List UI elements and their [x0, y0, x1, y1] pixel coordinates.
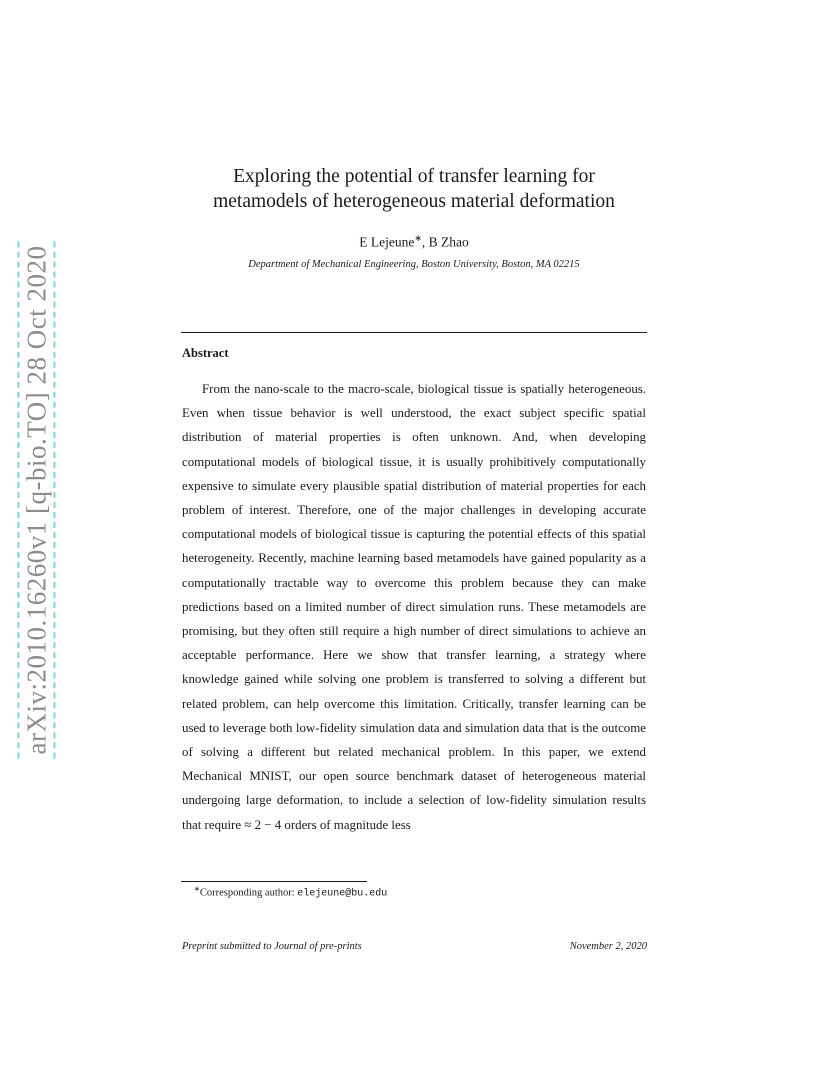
paper-title	[180, 164, 648, 214]
footer-date: November 2, 2020	[569, 941, 647, 952]
title-line-2: metamodels of heterogeneous material deformation	[213, 191, 615, 212]
abstract-body: From the nano-scale to the macro-scale, biological tissue is spatially heterogeneous. Even when tissue behavior is well understood, the exact subject specific spatial distribution of material properties is often unknown. And, when developing computational models of biological tissue, it is usually prohibitively computationally expensive to simulate every plausible spatial distribution of material properties for each problem of interest. Therefore, one of the major challenges in developing accurate computational models of biological tissue is capturing the potential effects of this spatial heterogeneity. Recently, machine learning based metamodels have gained popularity as a computationally tractable way to overcome this problem because they can make predictions based on a limited number of direct simulation runs. These metamodels are promising, but they often still require a high number of direct simulations to achieve an acceptable performance. Here we show that transfer learning, a strategy where knowledge gained while solving one problem is transferred to solving a different but related problem, can help overcome this limitation. Critically, transfer learning can be used to leverage both low-fidelity simulation data and simulation data that is the outcome of solving a different but related mechanical problem. In this paper, we extend Mechanical MNIST, our open source benchmark dataset of heterogeneous material undergoing large deformation, to include a selection of low-fidelity simulation results that require ≈ 2 − 4 orders of magnitude less	[182, 382, 646, 832]
footnote-rule	[181, 881, 367, 882]
corresponding-author-mark[interactable]: ∗	[414, 233, 422, 243]
footnote-label: Corresponding author:	[199, 887, 298, 899]
footnote	[194, 885, 387, 900]
arxiv-stamp	[16, 240, 56, 760]
author-zhao: , B Zhao	[421, 234, 469, 250]
footer-journal: Preprint submitted to Journal of pre-prints	[182, 941, 362, 952]
arxiv-identifier[interactable]: arXiv:2010.16260v1 [q-bio.TO] 28 Oct 2020	[17, 242, 55, 759]
footnote-mark: ∗	[194, 885, 200, 893]
corresponding-email-link[interactable]: elejeune@bu.edu	[297, 888, 388, 900]
abstract-top-rule	[181, 332, 647, 333]
page-footer	[182, 941, 647, 952]
abstract-heading: Abstract	[182, 346, 229, 360]
author-lejeune: E Lejeune	[359, 234, 415, 250]
affiliation: Department of Mechanical Engineering, Boston University, Boston, MA 02215	[248, 259, 580, 270]
title-line-1: Exploring the potential of transfer learning for	[233, 166, 595, 187]
author-list	[180, 233, 648, 251]
